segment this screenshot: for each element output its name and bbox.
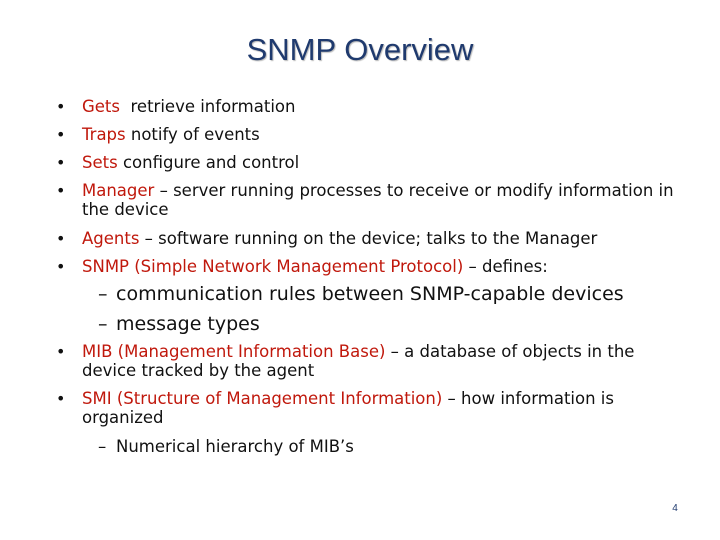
bullet-marker: • [56, 181, 66, 200]
subitem-text: Numerical hierarchy of MIB’s [116, 437, 354, 456]
bullet-term: Agents [82, 229, 140, 248]
bullet-term: Gets [82, 97, 121, 116]
subitem-text: message types [116, 313, 260, 335]
bullet-item-manager [56, 181, 692, 219]
bullet-text: notify of events [125, 125, 260, 144]
bullet-marker: • [56, 153, 66, 172]
bullet-marker: • [56, 97, 66, 116]
snmp-subitem-communication-rules [98, 283, 688, 305]
subitem-text: communication rules between SNMP-capable devices [116, 283, 624, 305]
bullet-text: – how information is organized [82, 389, 614, 427]
slide-title: SNMP Overview [246, 32, 474, 67]
bullet-marker: • [56, 342, 66, 361]
bullet-item-smi [56, 389, 692, 427]
page-number: 4 [672, 503, 678, 514]
bullet-marker: • [56, 389, 66, 408]
bullet-text: configure and control [117, 153, 300, 172]
bullet-item-gets [56, 97, 692, 116]
bullet-item-snmp [56, 257, 692, 276]
bullet-text: – a database of objects in the device tracked by the agent [82, 342, 635, 380]
bullet-text: – server running processes to receive or modify information in the device [82, 181, 674, 219]
bullet-item-mib [56, 342, 692, 380]
bullet-term: Sets [82, 153, 118, 172]
bullet-marker: • [56, 125, 66, 144]
bullet-marker: • [56, 229, 66, 248]
bullet-item-sets [56, 153, 692, 172]
bullet-item-agents [56, 229, 692, 248]
bullet-term: MIB (Management Information Base) [82, 342, 386, 361]
dash-marker: – [98, 437, 107, 456]
bullet-text: – defines: [463, 257, 548, 276]
bullet-term: SMI (Structure of Management Information) [82, 389, 443, 408]
dash-marker: – [98, 313, 108, 335]
bullet-item-traps [56, 125, 692, 144]
bullet-text: retrieve information [120, 97, 296, 116]
bullet-marker: • [56, 257, 66, 276]
snmp-subitem-message-types [98, 313, 688, 335]
smi-subitem-numerical-hierarchy [98, 437, 688, 456]
bullet-term: Traps [82, 125, 126, 144]
bullet-term: Manager [82, 181, 155, 200]
bullet-term: SNMP (Simple Network Management Protocol) [82, 257, 464, 276]
bullet-text: – software running on the device; talks to the Manager [139, 229, 598, 248]
dash-marker: – [98, 283, 108, 305]
